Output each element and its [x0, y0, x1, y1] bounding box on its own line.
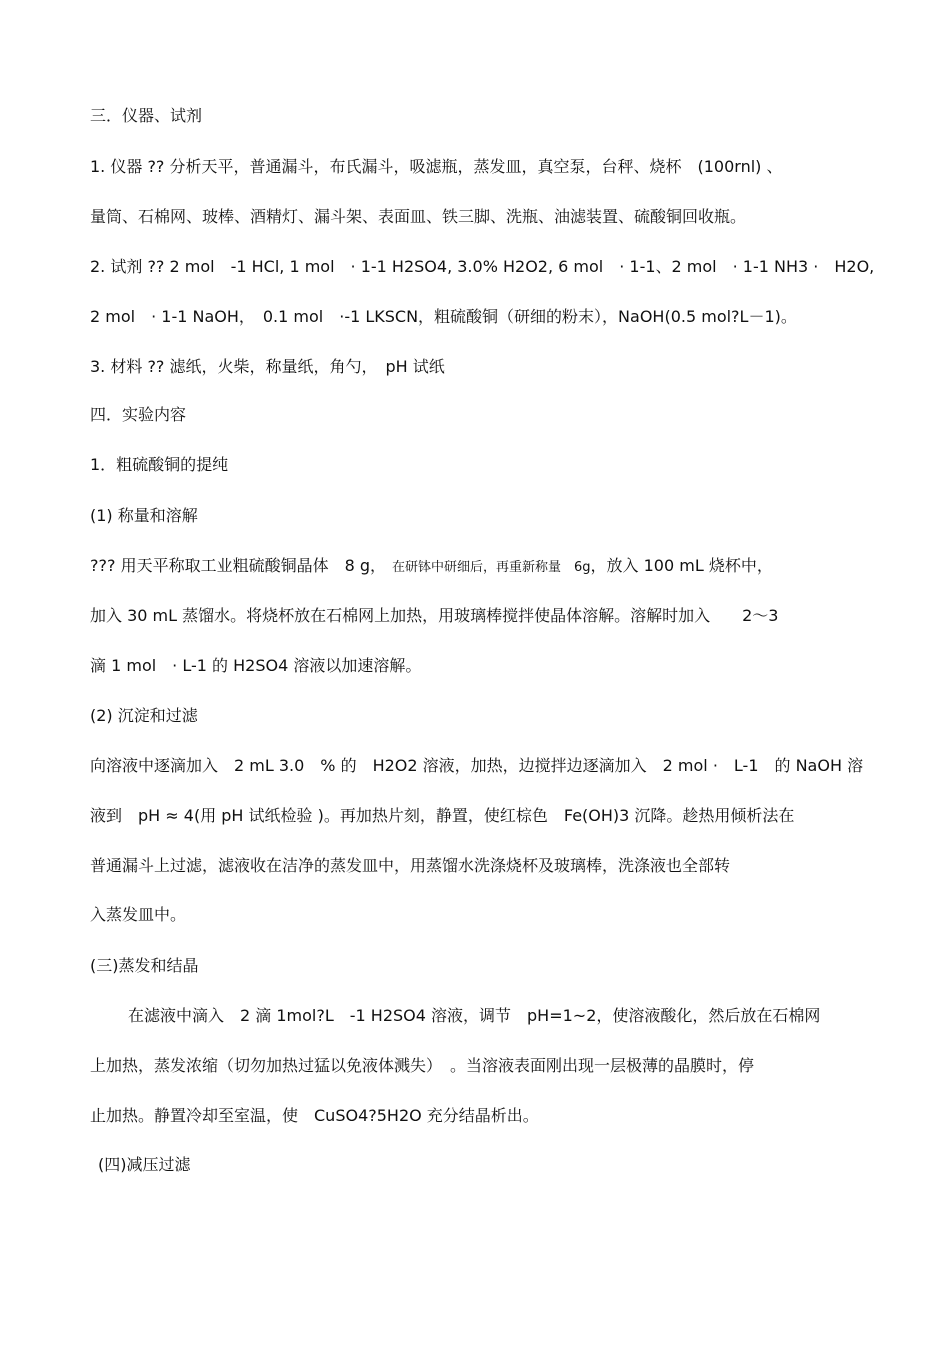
paragraph-line: 3. 材料 ?? 滤纸，火柴，称量纸，角勺， pH 试纸 [90, 357, 445, 376]
subsection-heading: (四)减压过滤 [98, 1155, 191, 1174]
paragraph-line: 上加热，蒸发浓缩（切勿加热过猛以免液体溅失） 。当溶液表面刚出现一层极薄的晶膜时，停 [90, 1056, 755, 1075]
paragraph-line: 入蒸发皿中。 [90, 905, 187, 924]
paragraph-line: 向溶液中逐滴加入 2 mL 3.0 % 的 H2O2 溶液，加热，边搅拌边逐滴加入 2 mol · L-1 的 NaOH 溶 [90, 756, 864, 775]
paragraph-line [90, 556, 773, 578]
paragraph-line: 2. 试剂 ?? 2 mol -1 HCl, 1 mol · 1-1 H2SO4, 3.0% H2O2, 6 mol · 1-1、2 mol · 1-1 NH3 · H2O, [90, 257, 875, 276]
paragraph-line: 加入 30 mL 蒸馏水。将烧杯放在石棉网上加热，用玻璃棒搅拌使晶体溶解。溶解时加入 2～3 [90, 606, 779, 625]
paragraph-line: 普通漏斗上过滤，滤液收在洁净的蒸发皿中，用蒸馏水洗涤烧杯及玻璃棒，洗涤液也全部转 [90, 856, 731, 875]
text-run: ??? 用天平称取工业粗硫酸铜晶体 8 g， [90, 556, 386, 575]
text-run: ，放入 100 mL 烧杯中， [590, 556, 773, 575]
paragraph-line: 液到 pH ≈ 4(用 pH 试纸检验 )。再加热片刻，静置，使红棕色 Fe(OH)3 沉降。趁热用倾析法在 [90, 806, 795, 825]
paragraph-line: 在滤液中滴入 2 滴 1mol?L -1 H2SO4 溶液，调节 pH=1~2，使溶液酸化，然后放在石棉网 [128, 1006, 821, 1025]
subsection-heading: (三)蒸发和结晶 [90, 956, 199, 975]
paragraph-line: 1. 仪器 ?? 分析天平，普通漏斗，布氏漏斗，吸滤瓶，蒸发皿，真空泵，台秤、烧杯 (100rnl) 、 [90, 157, 783, 176]
subsection-heading: (2) 沉淀和过滤 [90, 706, 198, 725]
paragraph-line: 滴 1 mol · L-1 的 H2SO4 溶液以加速溶解。 [90, 656, 422, 675]
paragraph-line: 2 mol · 1-1 NaOH， 0.1 mol ·-1 LKSCN，粗硫酸铜（研细的粉末），NaOH(0.5 mol?L－1)。 [90, 307, 797, 326]
paragraph-line: 止加热。静置冷却至室温，使 CuSO4?5H2O 充分结晶析出。 [90, 1106, 539, 1125]
subsection-heading: (1) 称量和溶解 [90, 506, 198, 525]
section-heading-instruments: 三．仪器、试剂 [90, 106, 203, 125]
paragraph-line: 量筒、石棉网、玻棒、酒精灯、漏斗架、表面皿、铁三脚、洗瓶、油滤装置、硫酸铜回收瓶。 [90, 207, 747, 226]
small-text-run: 在研钵中研细后，再重新称量 6g [392, 560, 591, 575]
subsection-heading: 1．粗硫酸铜的提纯 [90, 455, 229, 474]
section-heading-experiment: 四．实验内容 [90, 405, 187, 424]
